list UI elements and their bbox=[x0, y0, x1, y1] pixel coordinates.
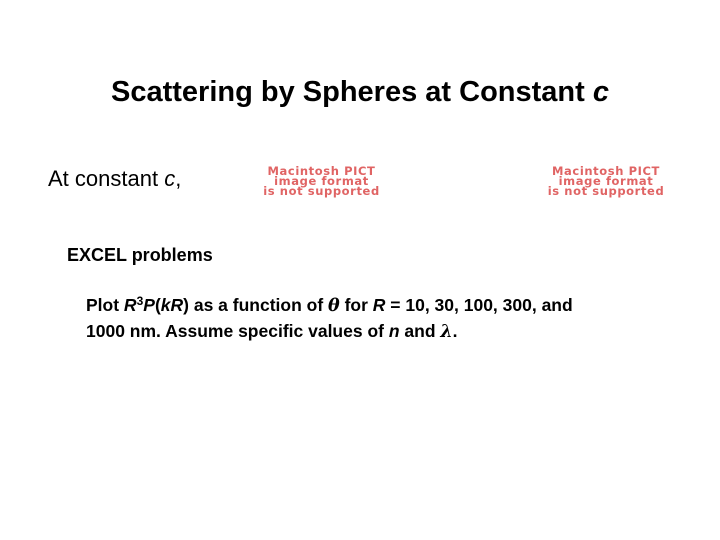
theta-symbol: θ bbox=[328, 296, 340, 316]
pict-line-2: image format bbox=[274, 174, 369, 188]
unsupported-image-placeholder-1 bbox=[219, 166, 424, 196]
problem-text: for bbox=[339, 295, 373, 315]
slide-title-variable: c bbox=[592, 76, 609, 108]
paren-open: ( bbox=[154, 295, 161, 315]
problem-statement bbox=[86, 293, 573, 345]
pict-line-3: is not supported bbox=[547, 184, 665, 198]
slide-title bbox=[0, 76, 720, 109]
var-R: R bbox=[123, 295, 137, 315]
lambda-symbol: λ bbox=[440, 322, 453, 342]
problem-text: . bbox=[452, 321, 458, 341]
constant-c-variable: c bbox=[164, 166, 176, 191]
problem-text: = 10, 30, 100, 300, and bbox=[385, 295, 573, 315]
unsupported-image-placeholder-2 bbox=[508, 166, 704, 196]
pict-line-3: is not supported bbox=[263, 184, 380, 198]
problem-text: Plot bbox=[86, 295, 124, 315]
pict-line-2: image format bbox=[558, 174, 654, 188]
problem-text: as a function of bbox=[188, 295, 329, 315]
constant-c-line bbox=[48, 166, 181, 192]
slide-title-text: Scattering by Spheres at Constant bbox=[111, 76, 593, 108]
problem-line-2 bbox=[86, 319, 573, 345]
problem-text: 1000 nm. Assume specific values of bbox=[86, 321, 389, 341]
problem-text: and bbox=[399, 321, 441, 341]
paren-close: ) bbox=[183, 295, 189, 315]
var-R: R bbox=[372, 295, 386, 315]
pict-line-1: Macintosh PICT bbox=[267, 164, 376, 178]
exponent: 3 bbox=[136, 294, 144, 308]
var-k: k bbox=[160, 295, 171, 315]
constant-c-suffix: , bbox=[175, 166, 182, 191]
pict-line-1: Macintosh PICT bbox=[552, 164, 660, 178]
excel-problems-heading: EXCEL problems bbox=[67, 245, 213, 265]
problem-line-1 bbox=[86, 293, 573, 319]
var-R: R bbox=[170, 295, 184, 315]
var-P: P bbox=[143, 295, 155, 315]
constant-c-prefix: At constant bbox=[48, 166, 165, 191]
var-n: n bbox=[388, 321, 400, 341]
